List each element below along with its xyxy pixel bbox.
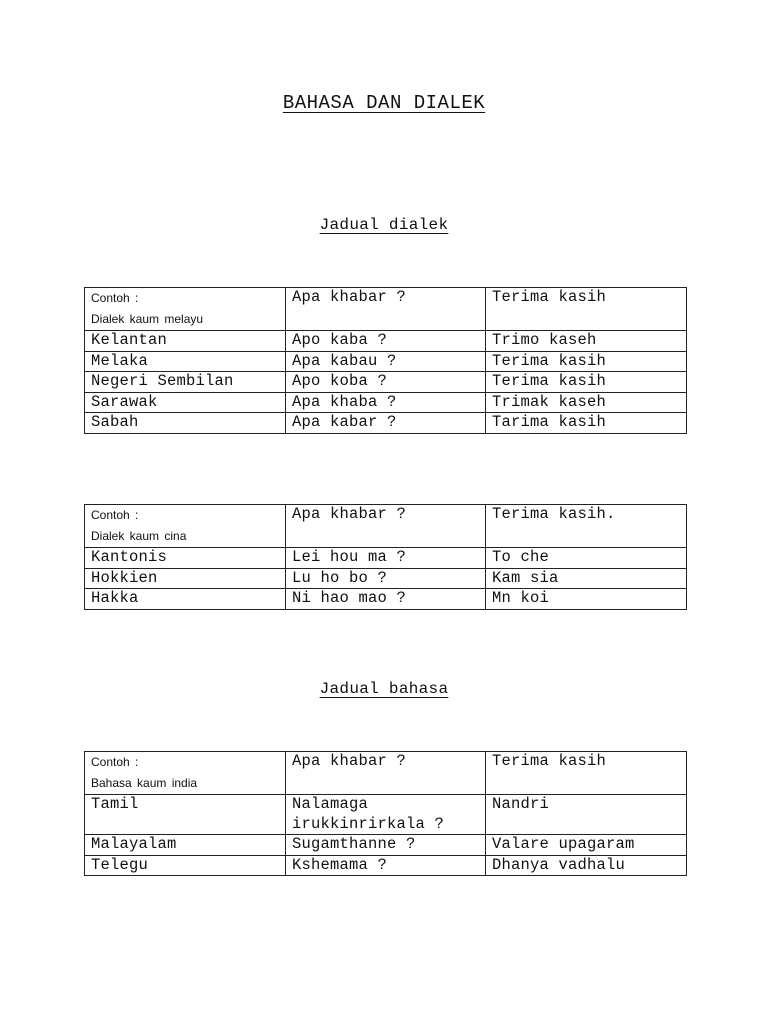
table-row xyxy=(85,392,687,413)
header-cell: Terima kasih xyxy=(486,752,687,795)
header-cell: Apa khabar ? xyxy=(286,752,486,795)
header-sublabel: Dialek kaum melayu xyxy=(91,312,204,326)
table-cell: Lu ho bo ? xyxy=(286,568,486,589)
table-row xyxy=(85,548,687,569)
table-cell: Malayalam xyxy=(85,835,286,856)
table-cell: Apo kaba ? xyxy=(286,331,486,352)
table-cell: Dhanya vadhalu xyxy=(486,855,687,876)
table-dialek-melayu xyxy=(84,287,687,434)
table-header-row xyxy=(85,505,687,548)
table-cell: Nandri xyxy=(486,795,687,835)
header-label-cell xyxy=(85,288,286,331)
table-row xyxy=(85,351,687,372)
table-cell: Tamil xyxy=(85,795,286,835)
table-cell: Apa khaba ? xyxy=(286,392,486,413)
section-heading-dialek: Jadual dialek xyxy=(319,216,449,234)
header-label: Contoh : xyxy=(91,755,139,769)
table-row xyxy=(85,589,687,610)
header-cell: Terima kasih. xyxy=(486,505,687,548)
table-cell: Terima kasih xyxy=(486,372,687,393)
header-label-cell xyxy=(85,505,286,548)
table-cell: Trimak kaseh xyxy=(486,392,687,413)
header-label: Contoh : xyxy=(91,508,139,522)
table-row xyxy=(85,855,687,876)
table-cell: Apa kabar ? xyxy=(286,413,486,434)
table-row xyxy=(85,413,687,434)
table-cell: Trimo kaseh xyxy=(486,331,687,352)
table-cell: Mn koi xyxy=(486,589,687,610)
table-cell: Kantonis xyxy=(85,548,286,569)
table-row xyxy=(85,331,687,352)
header-cell: Terima kasih xyxy=(486,288,687,331)
table-cell: To che xyxy=(486,548,687,569)
table-cell: Sugamthanne ? xyxy=(286,835,486,856)
table-cell: Kelantan xyxy=(85,331,286,352)
table-cell: Sarawak xyxy=(85,392,286,413)
header-cell: Apa khabar ? xyxy=(286,288,486,331)
table-dialek-cina xyxy=(84,504,687,610)
table-row xyxy=(85,568,687,589)
table-cell: Ni hao mao ? xyxy=(286,589,486,610)
table-row xyxy=(85,372,687,393)
table-header-row xyxy=(85,288,687,331)
table-cell: Hakka xyxy=(85,589,286,610)
table-cell: Terima kasih xyxy=(486,351,687,372)
header-sublabel: Bahasa kaum india xyxy=(91,776,198,790)
table-row xyxy=(85,795,687,835)
table-cell: Hokkien xyxy=(85,568,286,589)
header-label-cell xyxy=(85,752,286,795)
table-cell: Apo koba ? xyxy=(286,372,486,393)
table-cell: Tarima kasih xyxy=(486,413,687,434)
header-label: Contoh : xyxy=(91,291,139,305)
table-cell: Melaka xyxy=(85,351,286,372)
table-cell: Negeri Sembilan xyxy=(85,372,286,393)
table-cell: Sabah xyxy=(85,413,286,434)
table-cell: Kshemama ? xyxy=(286,855,486,876)
section-heading-bahasa: Jadual bahasa xyxy=(319,680,449,698)
table-row xyxy=(85,835,687,856)
table-bahasa-india xyxy=(84,751,687,876)
header-cell: Apa khabar ? xyxy=(286,505,486,548)
table-cell: Valare upagaram xyxy=(486,835,687,856)
table-cell: Nalamaga irukkinrirkala ? xyxy=(286,795,486,835)
table-header-row xyxy=(85,752,687,795)
table-cell: Kam sia xyxy=(486,568,687,589)
table-cell: Apa kabau ? xyxy=(286,351,486,372)
header-sublabel: Dialek kaum cina xyxy=(91,529,187,543)
table-cell: Lei hou ma ? xyxy=(286,548,486,569)
page-title: BAHASA DAN DIALEK xyxy=(282,92,486,114)
table-cell: Telegu xyxy=(85,855,286,876)
